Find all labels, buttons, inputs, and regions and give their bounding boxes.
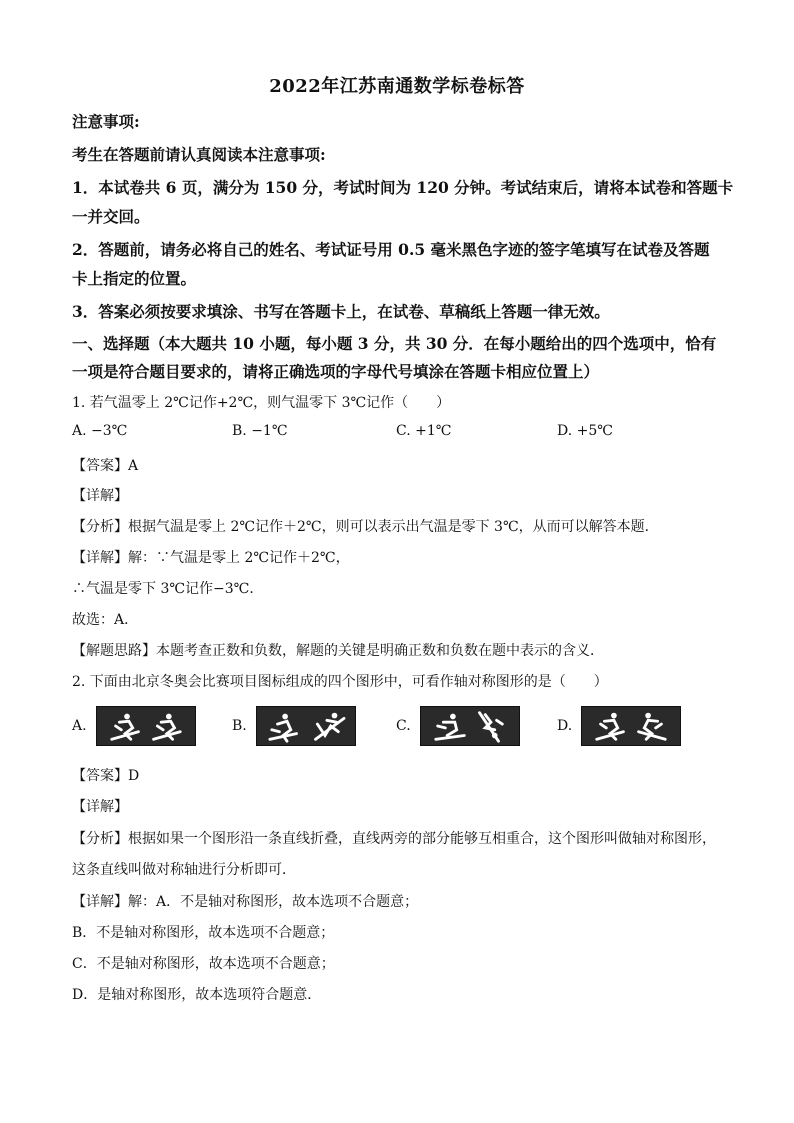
section-heading-cont: 一项是符合题目要求的，请将正确选项的字母代号填涂在答题卡相应位置上）	[72, 362, 600, 381]
q2-analysis-cont: 这条直线叫做对称轴进行分析即可．	[72, 862, 296, 878]
q2-option-d-label: D.	[557, 718, 573, 734]
notice-heading: 注意事项:	[72, 112, 140, 131]
section-heading: 一、选择题（本大题共 10 小题，每小题 3 分，共 30 分．在每小题给出的四个选项中，恰有	[72, 334, 717, 353]
page-title: 2022年江苏南通数学标卷标答	[269, 76, 525, 97]
q1-analysis: 【分析】根据气温是零上 2℃记作＋2℃，则可以表示出气温是零下 3℃，从而可以解答本题．	[72, 519, 659, 535]
q1-option-a: A. −3℃	[72, 423, 128, 439]
q2-explain-d: D．是轴对称图形，故本选项符合题意．	[72, 987, 322, 1003]
q2-option-b-image	[256, 706, 356, 746]
notice-item-2: 2．答题前，请务必将自己的姓名、考试证号用 0.5 毫米黑色字迹的签字笔填写在试卷及答题	[72, 240, 710, 259]
q2-explain-a: 【详解】解：A．不是轴对称图形，故本选项不合题意；	[72, 894, 419, 910]
q2-option-d-image	[581, 706, 681, 746]
q2-option-c-image	[420, 706, 520, 746]
q2-analysis: 【分析】根据如果一个图形沿一条直线折叠，直线两旁的部分能够互相重合，这个图形叫做轴对称图形，	[72, 831, 716, 847]
q1-explain: 【详解】解：∵气温是零上 2℃记作＋2℃，	[72, 550, 350, 566]
notice-item-1-cont: 一并交回。	[72, 207, 150, 226]
q1-option-c: C. +1℃	[396, 423, 452, 439]
q2-explain-c: C．不是轴对称图形，故本选项不合题意；	[72, 956, 335, 972]
q1-thought: 【解题思路】本题考查正数和负数，解题的关键是明确正数和负数在题中表示的含义．	[72, 643, 604, 659]
q2-option-b-label: B.	[232, 718, 247, 734]
notice-item-2-cont: 卡上指定的位置。	[72, 269, 197, 288]
q2-option-a-label: A.	[72, 718, 87, 734]
q1-detail-tag: 【详解】	[72, 488, 128, 504]
q2-detail-tag: 【详解】	[72, 799, 128, 815]
q1-choose: 故选：A．	[72, 612, 139, 628]
q1-option-d: D. +5℃	[557, 423, 613, 439]
q1-option-b: B. −1℃	[232, 423, 288, 439]
q2-answer: 【答案】D	[72, 768, 140, 784]
q2-option-a-image	[96, 706, 196, 746]
q1-therefore: ∴气温是零下 3℃记作−3℃．	[72, 581, 264, 597]
q1-answer: 【答案】A	[72, 458, 139, 474]
q2-stem: 2. 下面由北京冬奥会比赛项目图标组成的四个图形中，可看作轴对称图形的是（ ）	[72, 674, 608, 690]
notice-item-3: 3．答案必须按要求填涂、书写在答题卡上，在试卷、草稿纸上答题一律无效。	[72, 302, 610, 321]
notice-intro: 考生在答题前请认真阅读本注意事项:	[72, 145, 326, 164]
q2-option-c-label: C.	[396, 718, 411, 734]
notice-item-1: 1．本试卷共 6 页，满分为 150 分，考试时间为 120 分钟。考试结束后，请将本试卷和答题卡	[72, 178, 734, 197]
q1-stem: 1. 若气温零上 2℃记作+2℃，则气温零下 3℃记作（ ）	[72, 395, 451, 411]
q2-explain-b: B．不是轴对称图形，故本选项不合题意；	[72, 925, 335, 941]
